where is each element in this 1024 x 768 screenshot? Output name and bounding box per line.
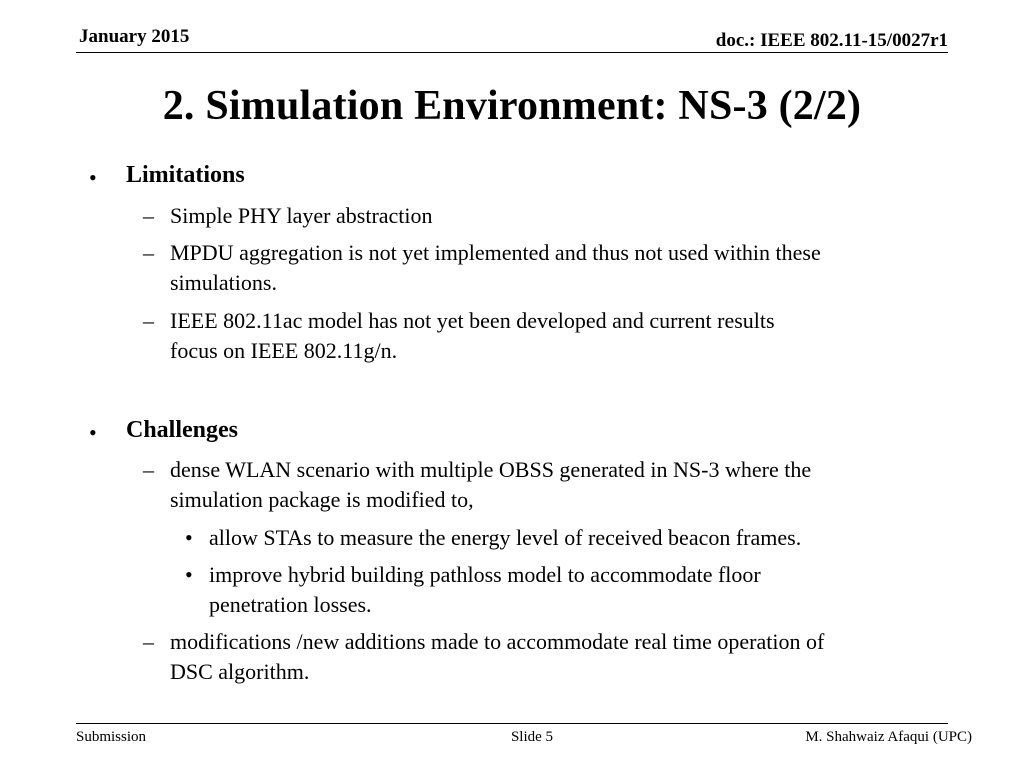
list-item-continuation: simulation package is modified to, <box>170 487 474 512</box>
footer-divider <box>76 723 948 724</box>
list-item: IEEE 802.11ac model has not yet been developed and current results <box>170 308 775 333</box>
list-item-continuation: focus on IEEE 802.11g/n. <box>170 338 398 363</box>
footer-author: M. Shahwaiz Afaqui (UPC) <box>805 729 972 745</box>
bullet-icon: • <box>185 525 193 550</box>
list-item-continuation: simulations. <box>170 270 277 295</box>
footer-submission: Submission <box>76 729 147 745</box>
list-item: dense WLAN scenario with multiple OBSS generated in NS-3 where the <box>170 457 812 482</box>
header-divider <box>76 52 948 53</box>
bullet-icon: • <box>89 420 97 445</box>
footer-slide-number: Slide 5 <box>510 729 554 745</box>
dash-icon: – <box>143 240 154 265</box>
bullet-icon: • <box>89 165 97 190</box>
section-heading-challenges: Challenges <box>126 417 239 443</box>
sub-list-item: improve hybrid building pathloss model to accommodate floor <box>209 562 761 587</box>
dash-icon: – <box>143 629 154 654</box>
dash-icon: – <box>143 308 154 333</box>
sub-list-item: allow STAs to measure the energy level of received beacon frames. <box>209 525 802 550</box>
slide-title: 2. Simulation Environment: NS-3 (2/2) <box>162 83 862 129</box>
dash-icon: – <box>143 457 154 482</box>
list-item: MPDU aggregation is not yet implemented and thus not used within these <box>170 240 821 265</box>
dash-icon: – <box>143 203 154 228</box>
list-item: modifications /new additions made to accommodate real time operation of <box>170 629 825 654</box>
header-doc-id: doc.: IEEE 802.11-15/0027r1 <box>715 30 948 51</box>
list-item: Simple PHY layer abstraction <box>170 203 433 228</box>
list-item-continuation: DSC algorithm. <box>170 659 310 684</box>
bullet-icon: • <box>185 562 193 587</box>
section-heading-limitations: Limitations <box>126 162 245 188</box>
header-date: January 2015 <box>79 26 190 47</box>
sub-list-item-continuation: penetration losses. <box>209 592 372 617</box>
